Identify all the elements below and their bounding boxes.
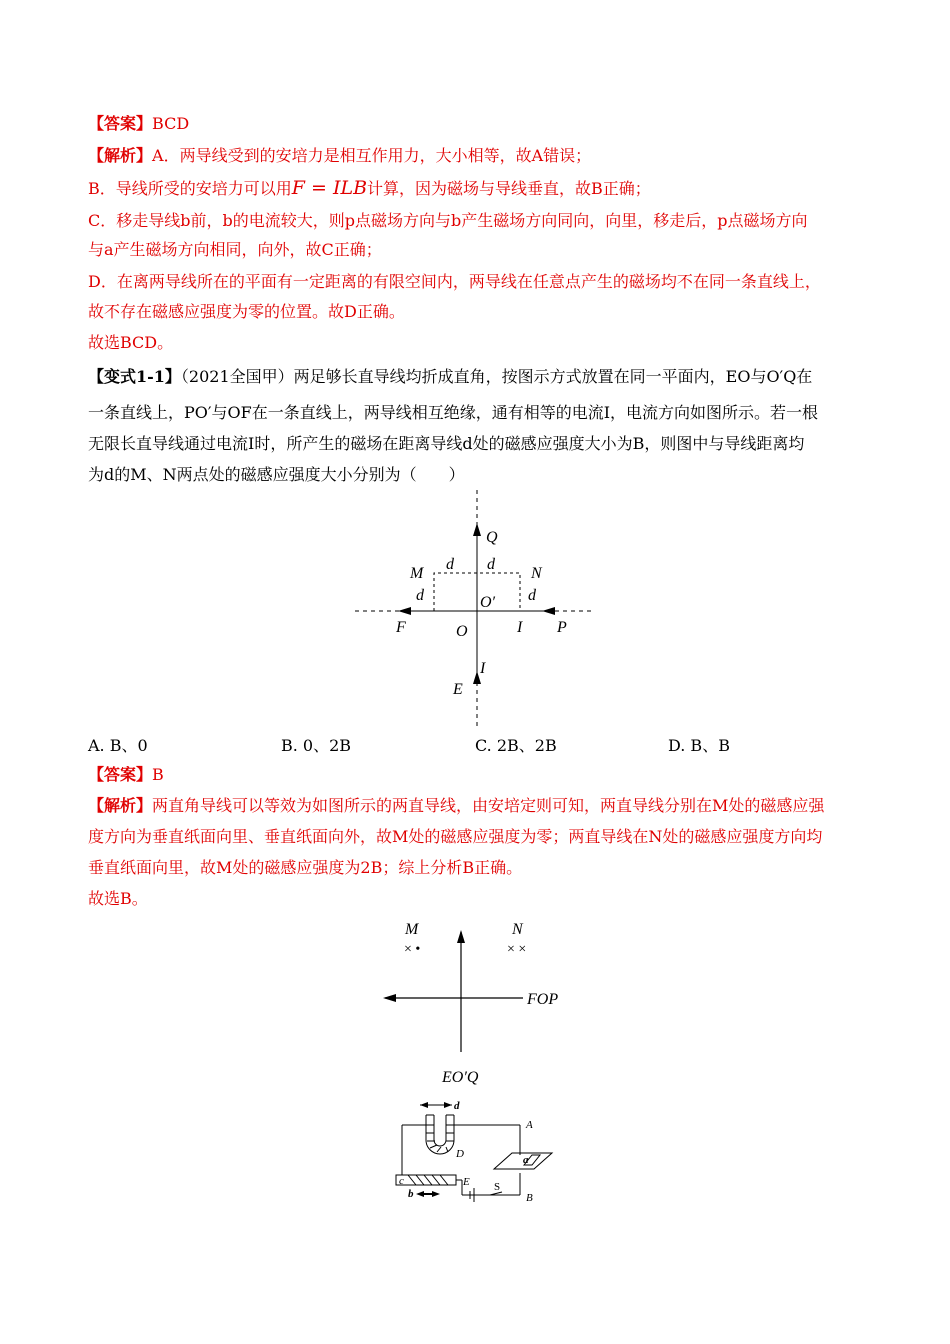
q2-line2: 一条直线上，PO′与OF在一条直线上，两导线相互绝缘，通有相等的电流I，电流方向如图所示。若一根 xyxy=(88,403,819,422)
q2-line3: 无限长直导线通过电流I时，所产生的磁场在距离导线d处的磁感应强度大小为B，则图中与导线距离均 xyxy=(88,434,805,453)
label-d: d xyxy=(454,1100,460,1112)
q1-analysis-c1: C．移走导线b前，b的电流较大，则p点磁场方向与b产生磁场方向同向，向里，移走后，p点磁场方向 xyxy=(88,211,808,230)
M-field-marks: × • xyxy=(404,942,421,957)
label-d-left: d xyxy=(416,587,424,604)
label-a: a xyxy=(523,1154,529,1166)
option-a: A. B、0 xyxy=(88,736,148,755)
label-O: O xyxy=(456,623,468,640)
wire-figure xyxy=(350,490,600,728)
q1-analysis-b xyxy=(88,177,651,200)
label-E: E xyxy=(463,1176,470,1188)
analysis-label: 【解析】 xyxy=(88,146,153,165)
option-d: D. B、B xyxy=(668,736,730,755)
label-I-horizontal: I xyxy=(517,619,523,636)
circuit-figure xyxy=(390,1095,560,1210)
q1-final: 故选BCD。 xyxy=(88,333,174,352)
label-c: c xyxy=(399,1175,404,1187)
option-b: B. 0、2B xyxy=(281,736,352,755)
label-N: N xyxy=(531,565,542,582)
q1-analysis-d1: D．在离两导线所在的平面有一定距离的有限空间内，两导线在任意点产生的磁场均不在同一条直线上， xyxy=(88,272,821,291)
q2-final: 故选B。 xyxy=(88,889,148,908)
label-b: b xyxy=(408,1188,414,1200)
label-I-vertical: I xyxy=(480,660,486,677)
label-Q: Q xyxy=(486,529,498,546)
label-M: M xyxy=(410,565,424,582)
q2-line4: 为d的M、N两点处的磁感应强度大小分别为（ ） xyxy=(88,465,465,484)
q1-analysis-c2: 与a产生磁场方向相同，向外，故C正确； xyxy=(88,240,382,259)
answer-value: B xyxy=(152,765,164,784)
q1-analysis-d2: 故不存在磁感应强度为零的位置。故D正确。 xyxy=(88,302,405,321)
analysis-text: A．两导线受到的安培力是相互作用力，大小相等，故A错误； xyxy=(152,146,592,165)
label-O-prime: O′ xyxy=(480,594,496,611)
label-F: F xyxy=(396,619,406,636)
answer-value: BCD xyxy=(152,114,190,133)
analysis-text: 两直角导线可以等效为如图所示的两直导线，由安培定则可知，两直导线分别在M处的磁感应强 xyxy=(152,796,825,815)
label-P: P xyxy=(557,619,567,636)
q2-line1 xyxy=(88,366,812,388)
q2-analysis-3: 垂直纸面向里，故M处的磁感应强度为2B；综上分析B正确。 xyxy=(88,858,523,877)
question-text: （2021全国甲）两足够长直导线均折成直角，按图示方式放置在同一平面内，EO与O′Q在 xyxy=(180,367,813,386)
q1-answer-line xyxy=(88,113,189,135)
label-S: S xyxy=(494,1181,501,1193)
label-FOP: FOP xyxy=(527,991,559,1008)
analysis-text: B．导线所受的安培力可以用 xyxy=(88,179,292,198)
answer-label: 【答案】 xyxy=(88,114,153,133)
q2-analysis-1 xyxy=(88,795,824,817)
label-M: M xyxy=(405,921,419,938)
label-N: N xyxy=(512,921,523,938)
equivalent-wire-figure xyxy=(375,912,585,1090)
label-D: D xyxy=(456,1148,464,1160)
label-d-right: d xyxy=(528,587,536,604)
label-A: A xyxy=(526,1119,533,1131)
label-d-top-right: d xyxy=(487,556,495,573)
N-field-marks: × × xyxy=(507,942,527,957)
variant-tag: 【变式1-1】 xyxy=(88,367,181,386)
label-EOQ: EO′Q xyxy=(442,1069,479,1086)
label-B: B xyxy=(526,1192,533,1204)
label-d-top-left: d xyxy=(446,556,454,573)
analysis-text: 计算，因为磁场与导线垂直，故B正确； xyxy=(367,179,651,198)
q1-analysis-a xyxy=(88,145,591,167)
label-E: E xyxy=(453,681,463,698)
option-c: C. 2B、2B xyxy=(475,736,557,755)
answer-label: 【答案】 xyxy=(88,765,153,784)
q2-analysis-2: 度方向为垂直纸面向里、垂直纸面向外，故M处的磁感应强度为零；两直导线在N处的磁感应强度方向均 xyxy=(88,827,823,846)
formula: F = ILB xyxy=(291,177,368,199)
analysis-label: 【解析】 xyxy=(88,796,153,815)
q2-answer-line xyxy=(88,764,164,786)
